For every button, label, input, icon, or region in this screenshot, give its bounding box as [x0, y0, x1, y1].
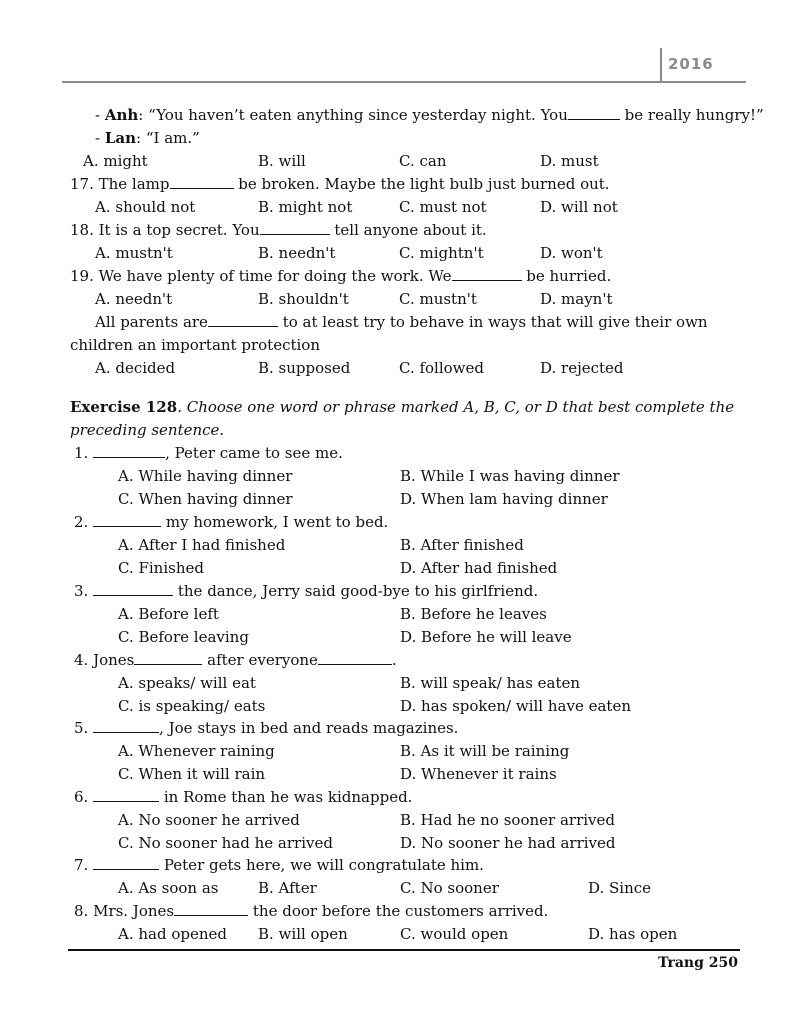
option-a: A. Whenever raining — [118, 742, 275, 760]
option-c: C. mustn't — [399, 290, 477, 308]
option-d: D. must — [540, 152, 599, 170]
option-a: A. Before left — [118, 605, 219, 623]
question-19: 19. We have plenty of time for doing the work. We be hurried. — [70, 267, 612, 285]
question-4: 4. Jones after everyone . — [74, 651, 397, 669]
option-c: C. Before leaving — [118, 628, 249, 646]
option-a: A. speaks/ will eat — [118, 674, 256, 692]
option-b: B. While I was having dinner — [400, 467, 620, 485]
question-6: 6. in Rome than he was kidnapped. — [74, 788, 413, 806]
footer-rule — [68, 949, 740, 951]
dialogue-lan: - Lan: “I am.” — [95, 129, 200, 147]
option-a: A. No sooner he arrived — [118, 811, 300, 829]
question-5: 5. , Joe stays in bed and reads magazines. — [74, 719, 459, 737]
question-8: 8. Mrs. Jones the door before the customers arrived. — [74, 902, 549, 920]
page-number: Trang 250 — [658, 955, 738, 971]
option-b: B. Had he no sooner arrived — [400, 811, 615, 829]
option-b: B. needn't — [258, 244, 336, 262]
option-d: D. rejected — [540, 359, 624, 377]
option-b: B. will — [258, 152, 306, 170]
question-2: 2. my homework, I went to bed. — [74, 513, 389, 531]
option-d: D. mayn't — [540, 290, 613, 308]
question-20-cont: children an important protection — [70, 336, 320, 354]
option-b: B. will open — [258, 925, 348, 943]
header-year: 2016 — [668, 55, 714, 73]
header-divider-tick — [660, 48, 662, 81]
option-a: A. decided — [95, 359, 176, 377]
option-b: B. As it will be raining — [400, 742, 570, 760]
option-d: D. After had finished — [400, 559, 558, 577]
exercise-heading: Exercise 128. Choose one word or phrase marked A, B, C, or D that best complete the — [70, 398, 735, 416]
option-d: D. Before he will leave — [400, 628, 572, 646]
option-b: B. shouldn't — [258, 290, 349, 308]
option-a: A. While having dinner — [118, 467, 293, 485]
option-c: C. No sooner — [400, 879, 499, 897]
option-d: D. will not — [540, 198, 618, 216]
exercise-instruction: preceding sentence. — [70, 421, 225, 439]
option-c: C. can — [399, 152, 447, 170]
question-7: 7. Peter gets here, we will congratulate him. — [74, 856, 484, 874]
option-c: C. When it will rain — [118, 765, 266, 783]
option-d: D. has spoken/ will have eaten — [400, 697, 631, 715]
option-b: B. will speak/ has eaten — [400, 674, 581, 692]
option-c: C. No sooner had he arrived — [118, 834, 333, 852]
option-a: A. As soon as — [118, 879, 219, 897]
option-b: B. Before he leaves — [400, 605, 547, 623]
question-17: 17. The lamp be broken. Maybe the light bulb just burned out. — [70, 175, 610, 193]
option-a: A. might — [83, 152, 148, 170]
option-a: A. mustn't — [95, 244, 173, 262]
option-c: C. followed — [399, 359, 485, 377]
option-a: A. should not — [95, 198, 196, 216]
option-d: D. No sooner he had arrived — [400, 834, 616, 852]
option-c: C. When having dinner — [118, 490, 293, 508]
option-c: C. must not — [399, 198, 487, 216]
question-18: 18. It is a top secret. You tell anyone about it. — [70, 221, 487, 239]
header-rule — [62, 81, 746, 83]
option-c: C. Finished — [118, 559, 204, 577]
option-d: D. Whenever it rains — [400, 765, 557, 783]
question-1: 1. , Peter came to see me. — [74, 444, 343, 462]
option-a: A. needn't — [95, 290, 173, 308]
option-c: C. would open — [400, 925, 509, 943]
option-b: B. might not — [258, 198, 353, 216]
option-a: A. After I had finished — [118, 536, 286, 554]
option-b: B. After finished — [400, 536, 524, 554]
option-c: C. is speaking/ eats — [118, 697, 266, 715]
option-a: A. had opened — [118, 925, 227, 943]
option-d: D. won't — [540, 244, 603, 262]
question-3: 3. the dance, Jerry said good-bye to his girlfriend. — [74, 582, 539, 600]
option-b: B. supposed — [258, 359, 351, 377]
option-d: D. When lam having dinner — [400, 490, 608, 508]
option-b: B. After — [258, 879, 317, 897]
option-d: D. Since — [588, 879, 652, 897]
option-c: C. mightn't — [399, 244, 484, 262]
dialogue-anh: - Anh: “You haven’t eaten anything since yesterday night. You be really hungry!” — [95, 106, 764, 124]
question-20: All parents are to at least try to behave in ways that will give their own — [95, 313, 708, 331]
option-d: D. has open — [588, 925, 678, 943]
